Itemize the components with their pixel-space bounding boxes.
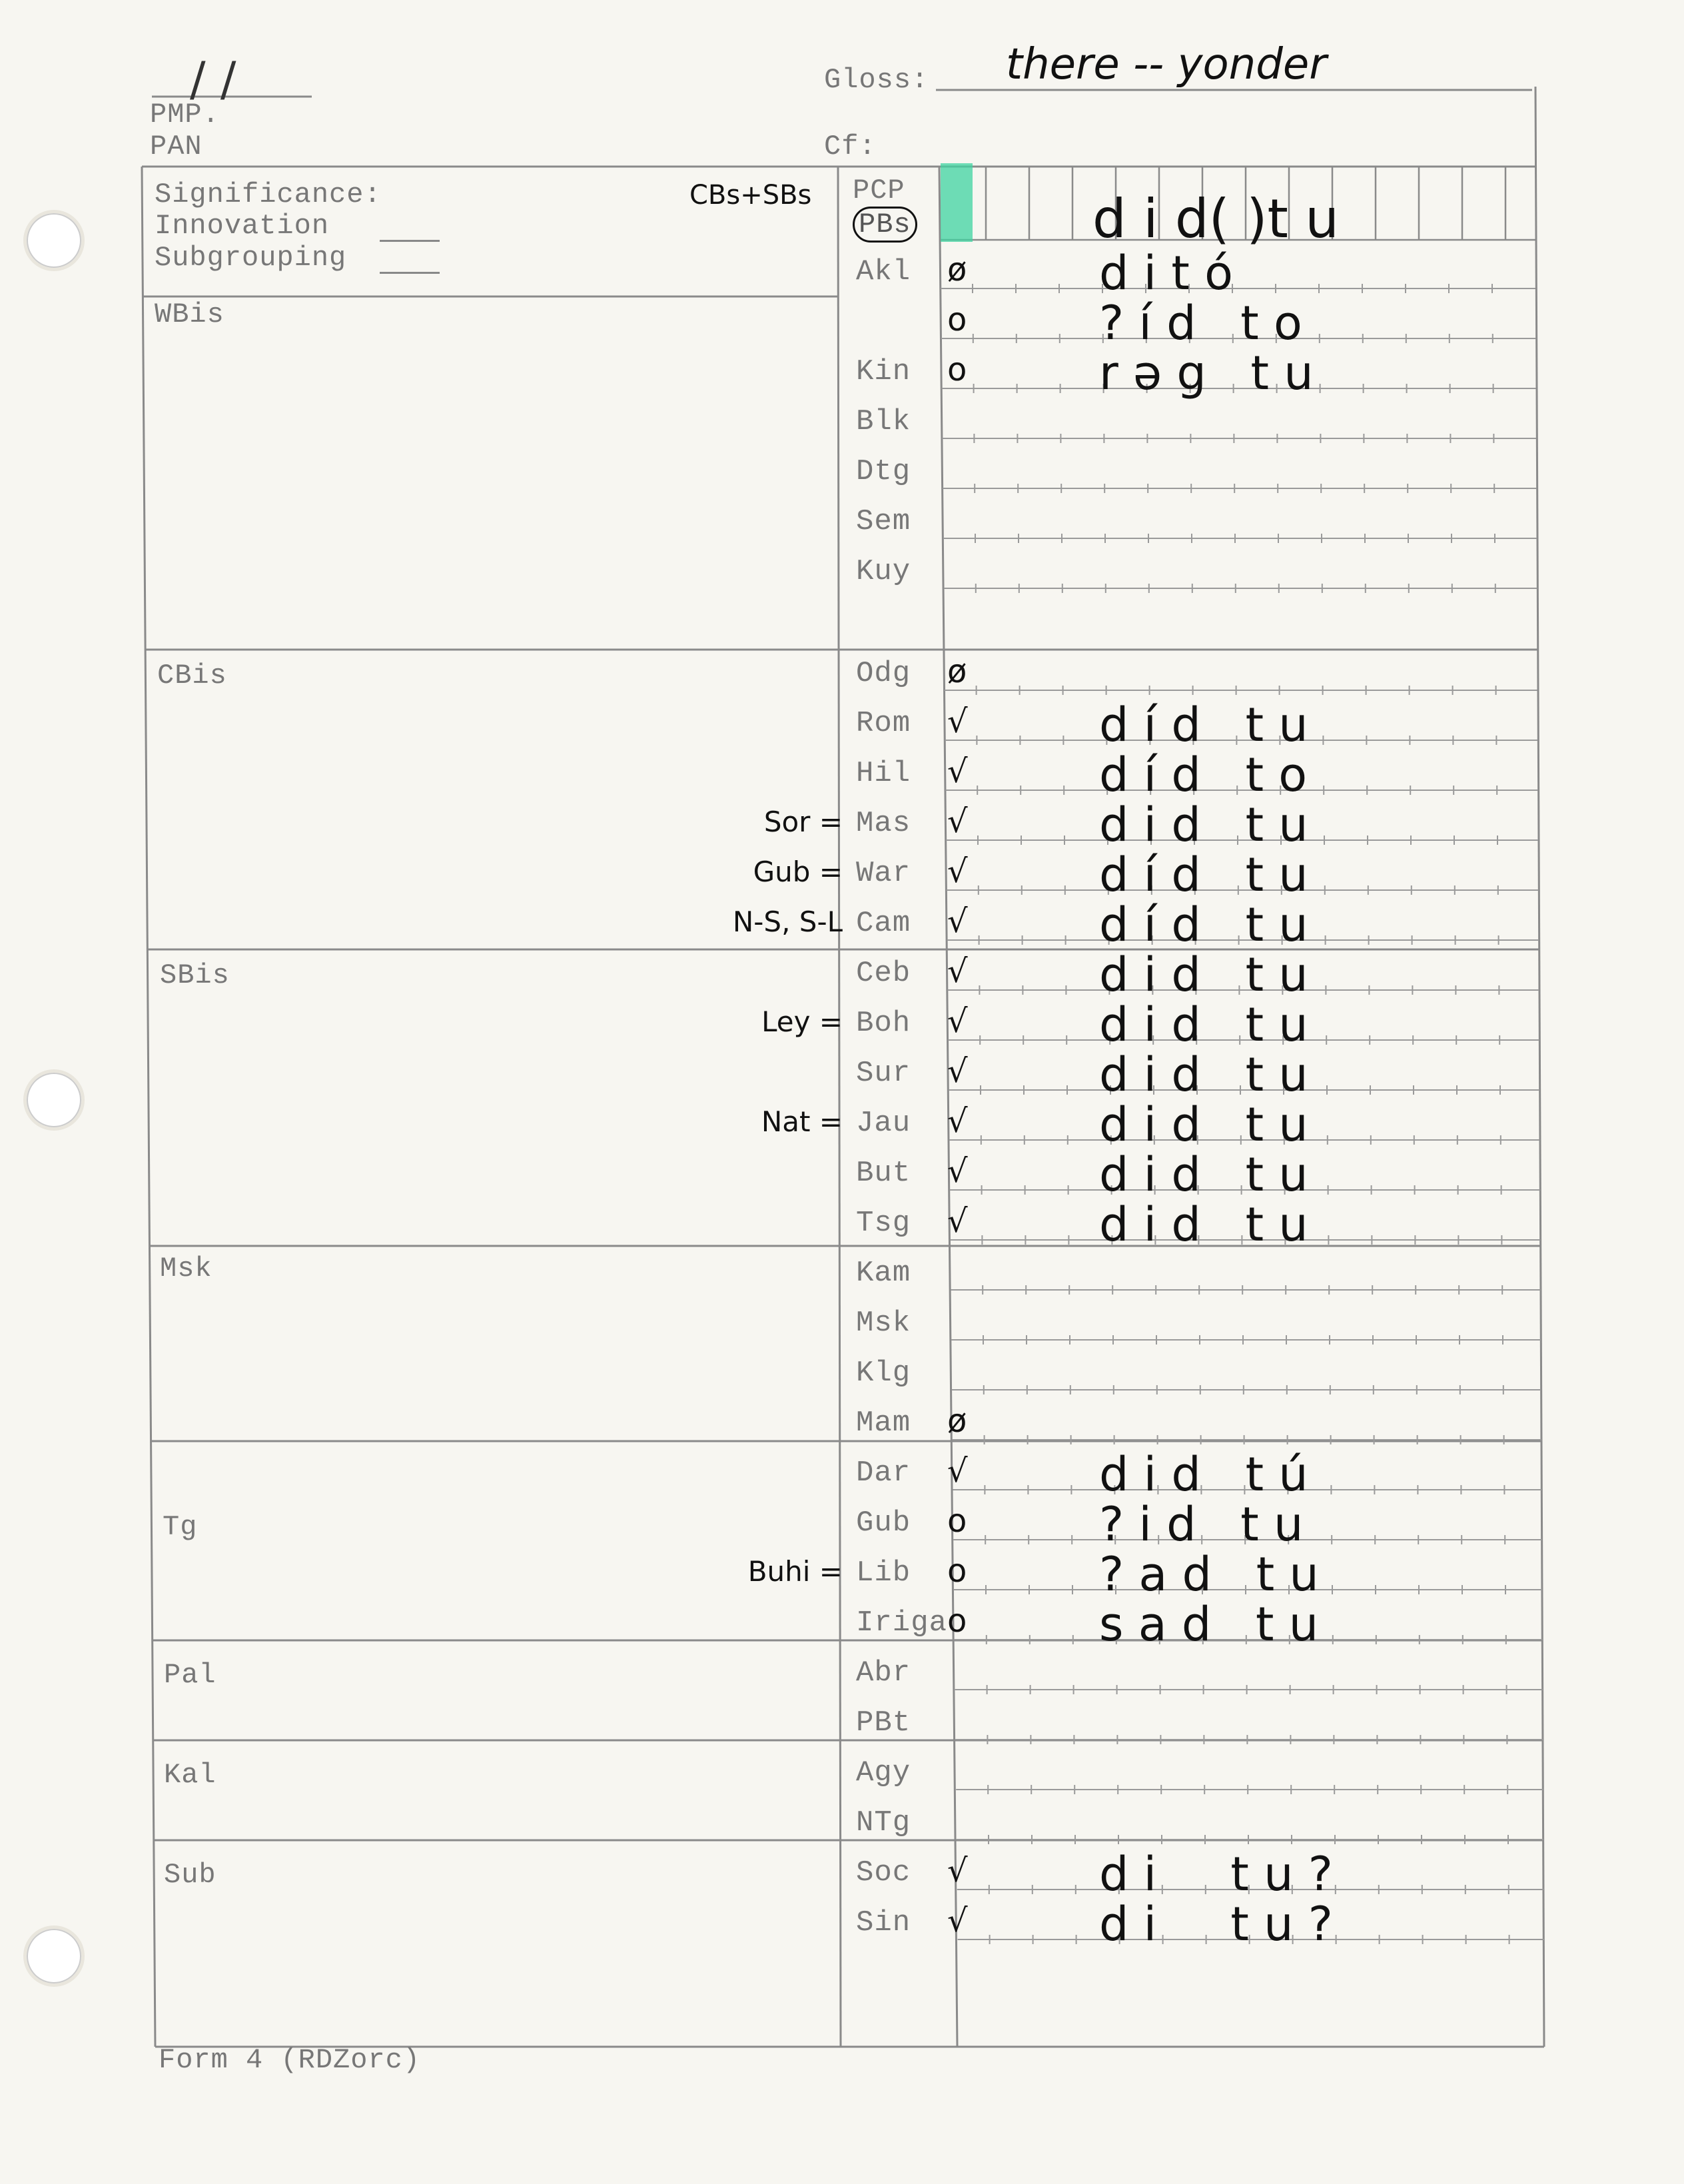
- entry-mark: o: [947, 1552, 967, 1590]
- entry-form: d i t u ?: [1099, 1897, 1333, 1951]
- entry-mark: √: [947, 853, 968, 890]
- group-pal: Pal: [164, 1659, 216, 1691]
- group-cbis: CBis: [157, 660, 227, 692]
- entry-note: Sor =: [763, 806, 843, 838]
- entry-mark: o: [947, 1502, 967, 1540]
- subgrouping-label: Subgrouping: [155, 242, 347, 274]
- cf-label: Cf:: [824, 131, 877, 163]
- entry-mark: √: [947, 1902, 968, 1939]
- entry-form: d i t u ?: [1099, 1847, 1333, 1902]
- highlight-mark: [941, 163, 973, 242]
- significance-title: Significance:: [155, 179, 382, 211]
- entry-mark: o: [947, 301, 967, 338]
- entry-form: d í d t o: [1099, 748, 1308, 802]
- entry-mark: o: [947, 1602, 967, 1640]
- entry-mark: √: [947, 1003, 968, 1040]
- entry-mark: √: [947, 1053, 968, 1090]
- language-label: Agy: [856, 1756, 911, 1790]
- entry-form: d í d t u: [1099, 897, 1308, 952]
- language-label: NTg: [856, 1806, 911, 1840]
- language-label: Odg: [856, 657, 911, 690]
- reconstruction-form: d i d( )t u: [1092, 188, 1339, 250]
- group-tg: Tg: [163, 1511, 198, 1543]
- language-label: Lib: [856, 1556, 911, 1590]
- entry-mark: ø: [947, 251, 967, 288]
- language-label: War: [856, 857, 911, 890]
- entry-note: Gub =: [753, 855, 843, 888]
- entry-mark: √: [947, 953, 968, 990]
- language-label: But: [856, 1157, 911, 1190]
- entry-form: d i d t u: [1099, 1197, 1308, 1252]
- language-label: Soc: [856, 1856, 911, 1890]
- entry-form: s a d t u: [1099, 1597, 1319, 1652]
- group-kal: Kal: [164, 1759, 216, 1791]
- innovation-blank[interactable]: [380, 240, 440, 242]
- entry-form: d i d t u: [1099, 947, 1308, 1002]
- language-label: Dar: [856, 1456, 911, 1490]
- entry-mark: √: [947, 1203, 968, 1240]
- entry-form: d i d t u: [1099, 1147, 1308, 1202]
- entry-form: d i d t u: [1099, 997, 1308, 1052]
- entry-mark: √: [947, 903, 968, 940]
- significance-note: CBs+SBs: [689, 180, 812, 211]
- pcp-label: PCP: [853, 175, 905, 207]
- form-label: Form 4 (RDZorc): [159, 2044, 421, 2076]
- language-label: Rom: [856, 707, 911, 740]
- header-slashes: / /: [190, 52, 236, 107]
- entry-form: ? í d t o: [1099, 296, 1302, 350]
- language-label: Kin: [856, 355, 911, 388]
- entry-form: d i d t u: [1099, 1097, 1308, 1152]
- language-label: Sur: [856, 1057, 911, 1090]
- language-label: Kuy: [856, 555, 911, 588]
- language-label: Mas: [856, 807, 911, 840]
- language-label: PBt: [856, 1706, 911, 1740]
- language-label: Msk: [856, 1307, 911, 1340]
- language-label: Blk: [856, 405, 911, 438]
- group-msk: Msk: [160, 1253, 212, 1285]
- entry-form: ? i d t u: [1099, 1497, 1304, 1552]
- entry-form: d i d t u: [1099, 1047, 1308, 1102]
- language-label: Sin: [856, 1906, 911, 1939]
- entry-form: d i t ó: [1099, 246, 1233, 300]
- entry-mark: √: [947, 803, 968, 840]
- entry-mark: ø: [947, 653, 967, 690]
- language-label: Kam: [856, 1257, 911, 1290]
- language-label: Abr: [856, 1656, 911, 1690]
- group-sbis: SBis: [160, 959, 230, 991]
- entry-mark: o: [947, 351, 967, 388]
- gloss-value: there -- yonder: [1006, 40, 1327, 89]
- entry-note: Ley =: [761, 1005, 843, 1038]
- group-sub: Sub: [164, 1859, 216, 1891]
- language-label: Hil: [856, 757, 911, 790]
- language-label: Jau: [856, 1107, 911, 1140]
- language-label: Klg: [856, 1357, 911, 1390]
- gloss-label: Gloss:: [824, 64, 929, 96]
- pmp-label: PMP.: [150, 99, 220, 131]
- entry-mark: √: [947, 1852, 968, 1890]
- entry-form: d i d t u: [1099, 798, 1308, 852]
- entry-mark: √: [947, 1452, 968, 1490]
- language-label: Boh: [856, 1007, 911, 1040]
- language-label: Tsg: [856, 1207, 911, 1240]
- entry-note: Buhi =: [747, 1555, 843, 1588]
- entry-mark: √: [947, 1103, 968, 1140]
- entry-form: d í d t u: [1099, 698, 1308, 752]
- entry-form: ? a d t u: [1099, 1547, 1319, 1602]
- entry-mark: √: [947, 1153, 968, 1190]
- language-label: Ceb: [856, 957, 911, 990]
- language-label: Iriga: [856, 1606, 948, 1640]
- language-label: Akl: [856, 255, 911, 288]
- language-label: Dtg: [856, 455, 911, 488]
- entry-note: Nat =: [761, 1105, 843, 1138]
- entry-form: d í d t u: [1099, 847, 1308, 902]
- entry-mark: √: [947, 753, 968, 790]
- entry-note: N-S, S-L: [732, 905, 843, 938]
- innovation-label: Innovation: [155, 210, 330, 242]
- entry-mark: ø: [947, 1402, 967, 1440]
- subgrouping-blank[interactable]: [380, 272, 440, 274]
- language-label: Gub: [856, 1506, 911, 1540]
- entry-mark: √: [947, 703, 968, 740]
- language-label: Cam: [856, 907, 911, 940]
- language-label: Mam: [856, 1406, 911, 1440]
- entry-form: d i d t ú: [1099, 1447, 1308, 1502]
- group-wbis: WBis: [155, 298, 224, 330]
- pbs-label: PBs: [853, 207, 917, 243]
- entry-form: r ə g t u: [1099, 346, 1314, 400]
- pan-label: PAN: [150, 131, 203, 163]
- language-label: Sem: [856, 505, 911, 538]
